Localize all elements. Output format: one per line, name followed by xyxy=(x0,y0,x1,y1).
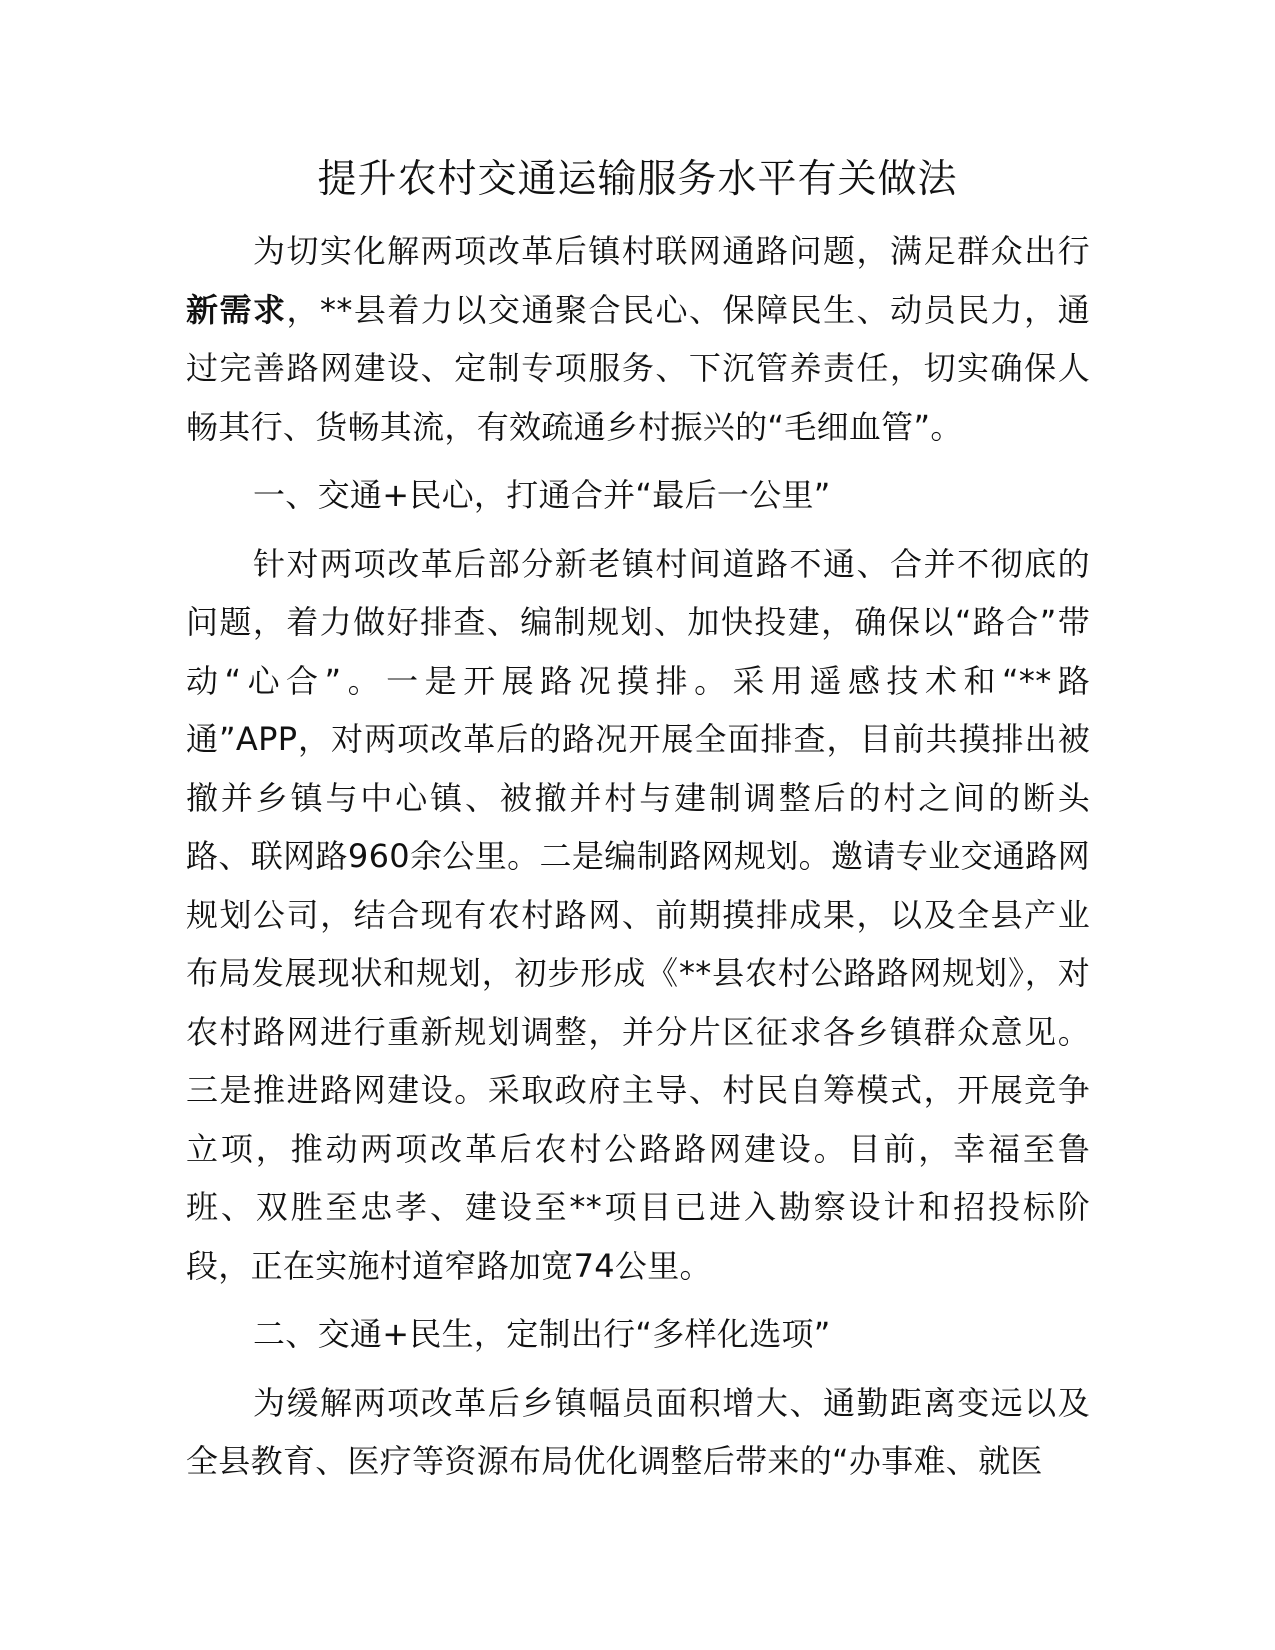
section-2-heading: 二、交通+民生，定制出行“多样化选项” xyxy=(253,1315,831,1353)
intro-text-part1: 为切实化解两项改革后镇村联网通路问题，满足群众出行 xyxy=(253,232,1090,270)
intro-text-part2: ，**县着力以交通聚合民心、保障民生、动员民力，通过完善路网建设、定制专项服务、下沉管养责任，切实确保人畅其行、货畅其流，有效疏通乡村振兴的“毛细血管”。 xyxy=(186,290,1090,446)
document-body xyxy=(186,222,1090,1501)
section-2-paragraph: 为缓解两项改革后乡镇幅员面积增大、通勤距离变远以及全县教育、医疗等资源布局优化调整后带来的“办事难、就医 xyxy=(186,1383,1090,1480)
document-title: 提升农村交通运输服务水平有关做法 xyxy=(317,157,958,202)
section-1-heading: 一、交通+民心，打通合并“最后一公里” xyxy=(253,476,831,514)
intro-bold-text: 新需求 xyxy=(186,290,287,329)
intro-paragraph xyxy=(186,222,1090,456)
section-1-paragraph: 针对两项改革后部分新老镇村间道路不通、合并不彻底的问题，着力做好排查、编制规划、加快投建，确保以“路合”带动“心合”。一是开展路况摸排。采用遥感技术和“**路通”APP，对两项改革后的路况开展全面排查，目前共摸排出被撤并乡镇与中心镇、被撤并村与建制调整后的村之间的断头路、联网路960余公里。二是编制路网规划。邀请专业交通路网规划公司，结合现有农村路网、前期摸排成果，以及全县产业布局发展现状和规划，初步形成《**县农村公路路网规划》，对农村路网进行重新规划调整，并分片区征求各乡镇群众意见。三是推进路网建设。采取政府主导、村民自筹模式，开展竞争立项，推动两项改革后农村公路路网建设。目前，幸福至鲁班、双胜至忠孝、建设至**项目已进入勘察设计和招投标阶段，正在实施村道窄路加宽74公里。 xyxy=(186,544,1090,1285)
